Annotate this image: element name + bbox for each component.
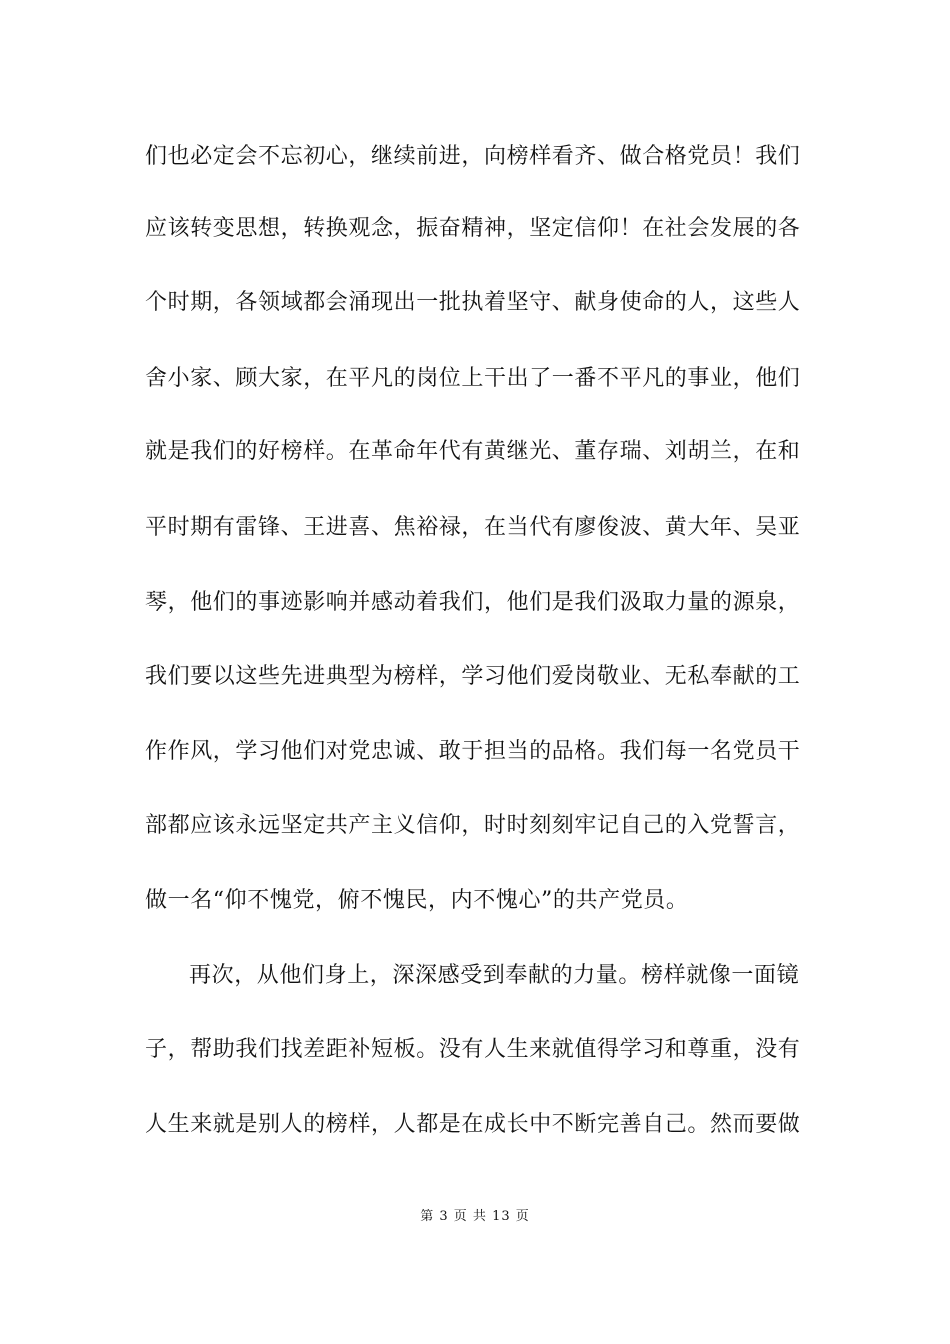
footer-current-page: 3 (439, 1209, 449, 1224)
body-line-7: 琴，他们的事迹影响并感动着我们，他们是我们汲取力量的源泉， (145, 590, 801, 615)
body-line-10: 部都应该永远坚定共产主义信仰，时时刻刻牢记自己的入党誓言， (145, 813, 801, 838)
body-line-9: 作作风，学习他们对党忠诚、敢于担当的品格。我们每一名党员干 (145, 739, 801, 764)
page-footer (0, 1208, 950, 1226)
body-line-2: 应该转变思想，转换观念，振奋精神，坚定信仰！在社会发展的各 (145, 216, 801, 241)
footer-prefix: 第 (420, 1209, 435, 1224)
body-line-12-paragraph-start: 再次，从他们身上，深深感受到奉献的力量。榜样就像一面镜 (189, 963, 800, 988)
footer-total-pages: 13 (492, 1209, 511, 1224)
body-line-14: 人生来就是别人的榜样，人都是在成长中不断完善自己。然而要做 (145, 1112, 801, 1137)
footer-suffix: 页 (515, 1209, 530, 1224)
body-line-1: 们也必定会不忘初心，继续前进，向榜样看齐、做合格党员！我们 (145, 144, 801, 169)
body-line-11: 做一名“仰不愧党，俯不愧民，内不愧心”的共产党员。 (145, 888, 689, 913)
body-line-5: 就是我们的好榜样。在革命年代有黄继光、董存瑞、刘胡兰，在和 (145, 439, 801, 464)
body-line-13: 子，帮助我们找差距补短板。没有人生来就值得学习和尊重，没有 (145, 1037, 801, 1062)
body-line-4: 舍小家、顾大家，在平凡的岗位上干出了一番不平凡的事业，他们 (145, 366, 801, 391)
body-line-3: 个时期，各领域都会涌现出一批执着坚守、献身使命的人，这些人 (145, 290, 801, 315)
footer-middle: 页 共 (453, 1209, 487, 1224)
body-line-6: 平时期有雷锋、王进喜、焦裕禄，在当代有廖俊波、黄大年、吴亚 (145, 515, 801, 540)
body-line-8: 我们要以这些先进典型为榜样，学习他们爱岗敬业、无私奉献的工 (145, 664, 801, 689)
